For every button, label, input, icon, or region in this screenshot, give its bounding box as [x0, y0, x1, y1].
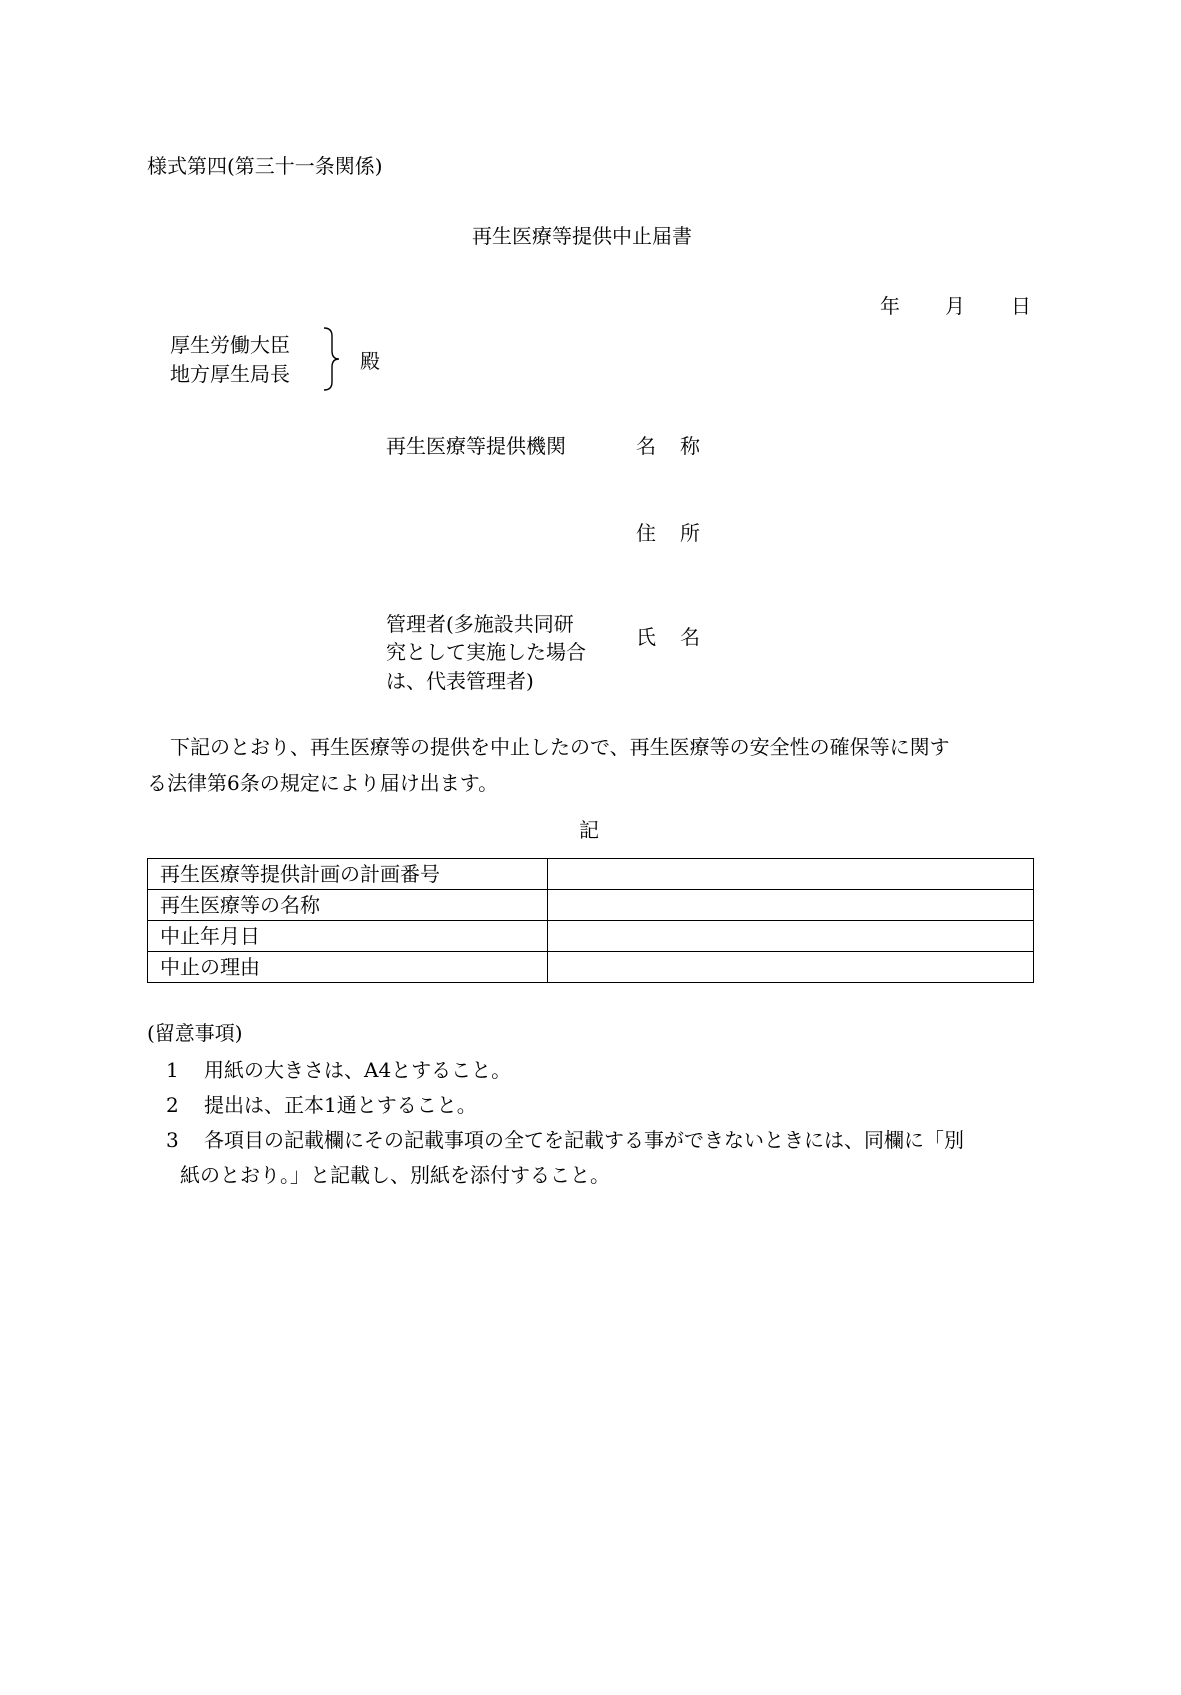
addressee-bureau-chief: 地方厚生局長: [170, 362, 290, 386]
date-month: 月: [945, 294, 965, 318]
row-label-discontinuation-reason: 中止の理由: [148, 952, 548, 983]
table-row: [148, 859, 1034, 890]
note-text: 用紙の大きさは、A4とすること。: [204, 1058, 512, 1082]
body-text-line-1: 下記のとおり、再生医療等の提供を中止したので、再生医療等の安全性の確保等に関す: [170, 735, 950, 759]
document-title: 再生医療等提供中止届書: [472, 224, 692, 248]
form-label: 様式第四(第三十一条関係): [147, 154, 383, 178]
row-label-therapy-name: 再生医療等の名称: [148, 890, 548, 921]
date-day: 日: [1011, 294, 1031, 318]
table-row: [148, 890, 1034, 921]
manager-label-line-3: は、代表管理者): [386, 669, 534, 693]
provider-name-label: 名 称: [636, 434, 702, 458]
row-value-therapy-name[interactable]: [548, 890, 1034, 921]
row-value-discontinuation-date[interactable]: [548, 921, 1034, 952]
notes-title: (留意事項): [147, 1021, 243, 1045]
note-item: [166, 1058, 511, 1082]
manager-label-line-1: 管理者(多施設共同研: [386, 612, 574, 636]
row-value-discontinuation-reason[interactable]: [548, 952, 1034, 983]
row-label-discontinuation-date: 中止年月日: [148, 921, 548, 952]
note-number: 3: [166, 1128, 179, 1152]
honorific: 殿: [360, 349, 380, 373]
row-label-plan-number: 再生医療等提供計画の計画番号: [148, 859, 548, 890]
row-value-plan-number[interactable]: [548, 859, 1034, 890]
note-text: 提出は、正本1通とすること。: [204, 1093, 477, 1117]
notification-details-table: [147, 858, 1034, 983]
date-year: 年: [880, 294, 900, 318]
addressee-minister: 厚生労働大臣: [170, 333, 290, 357]
note-item: [166, 1128, 964, 1152]
note-text-continuation: 紙のとおり。」と記載し、別紙を添付すること。: [180, 1163, 610, 1187]
provider-org-label: 再生医療等提供機関: [386, 434, 566, 458]
manager-label-line-2: 究として実施した場合: [386, 640, 586, 664]
body-text-line-2: る法律第6条の規定により届け出ます。: [147, 771, 499, 795]
table-row: [148, 921, 1034, 952]
table-row: [148, 952, 1034, 983]
note-text: 各項目の記載欄にその記載事項の全てを記載する事ができないときには、同欄に「別: [204, 1128, 964, 1152]
provider-address-label: 住 所: [636, 521, 702, 545]
manager-name-label: 氏 名: [636, 625, 702, 649]
note-item: [166, 1093, 477, 1117]
ki-heading: 記: [579, 818, 599, 842]
note-number: 1: [166, 1058, 179, 1082]
note-number: 2: [166, 1093, 179, 1117]
brace-icon: [322, 326, 340, 392]
